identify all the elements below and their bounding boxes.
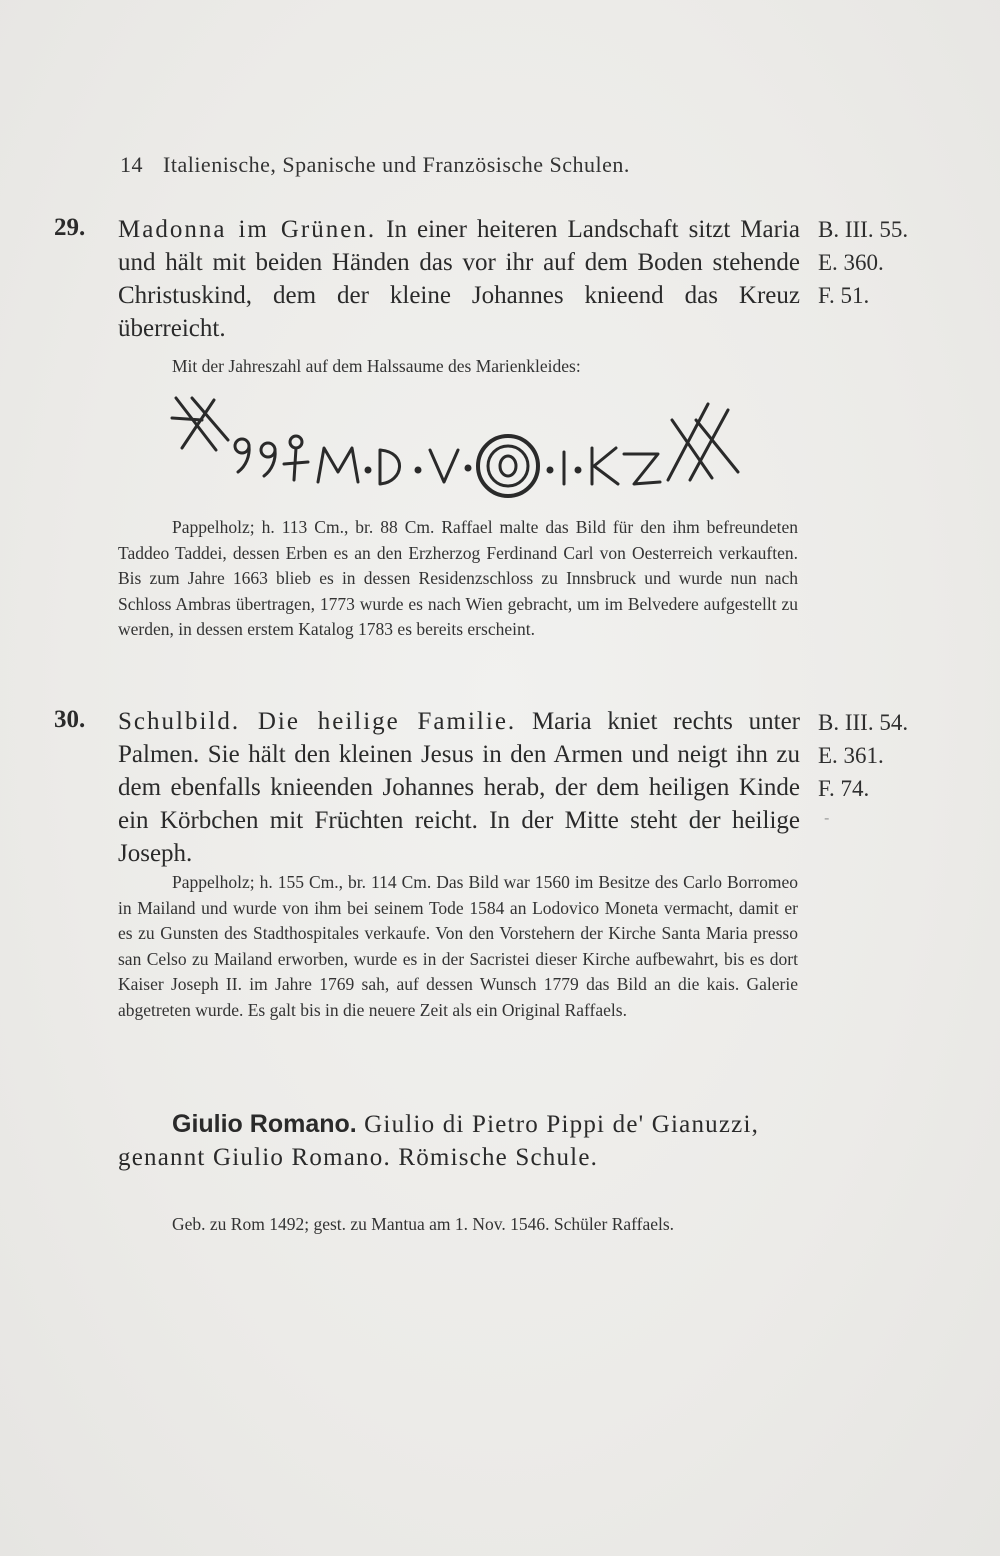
numeral-glyph bbox=[235, 439, 275, 476]
inscription-figure bbox=[168, 390, 768, 510]
entry-29-ref-b: B. III. 55. bbox=[818, 217, 909, 242]
entry-29-notes: Pappelholz; h. 113 Cm., br. 88 Cm. Raffael malte das Bild für den ihm befreundeten Taddeo Taddei, dessen Erben es an den Erzherzog Ferdinand Carl von Oesterreich verkauften. Bis zum Jahre 1663 blieb es in dessen Residenzschloss zu Innsbruck und wurde nun nach Schloss Ambras übertragen, 1773 wurde es nach Wien gebracht, um im Belvedere aufgestellt zu werden, in dessen erstem Katalog 1783 es bereits erscheint. bbox=[118, 517, 798, 639]
entry-30-number: 30. bbox=[54, 706, 86, 733]
entry-30-ref-b: B. III. 54. bbox=[818, 710, 909, 735]
entry-30-main bbox=[118, 705, 800, 870]
entry-30-ref-e: E. 361. bbox=[818, 743, 884, 768]
entry-29-ref-e: E. 360. bbox=[818, 250, 884, 275]
artist-full-name: Giulio di Pietro Pippi de' Gianuzzi, genannt Giulio Romano. Römische Schule. bbox=[118, 1111, 760, 1171]
entry-29-main bbox=[118, 213, 800, 345]
entry-30-title: Schulbild. Die heilige Familie. bbox=[118, 708, 517, 735]
entry-30-notes: Pappelholz; h. 155 Cm., br. 114 Cm. Das Bild war 1560 im Besitze des Carlo Borromeo in Mailand und wurde von ihm bei seinem Tode 1584 an Lodovico Moneta vermacht, damit er es zu Gunsten des Stadthospitales verkaufe. Von den Vorstehern der Kirche Santa Maria presso san Celso zu Mailand erworben, wurde es in der Sacristei dieser Kirche aufbewahrt, bis es dort Kaiser Joseph II. im Jahre 1769 sah, auf dessen Wunsch 1779 das Bild an die kais. Galerie abgetreten wurde. Es galt bis in die neuere Zeit als ein Original Raffaels. bbox=[118, 872, 798, 1020]
monogram-x-mark bbox=[172, 398, 228, 450]
inscription-drawing bbox=[168, 390, 768, 510]
inscription-intro: Mit der Jahreszahl auf dem Halssaume des Marienkleides: bbox=[172, 356, 581, 376]
letters-m-d-v bbox=[318, 448, 470, 484]
entry-29-ref-f: F. 51. bbox=[818, 283, 870, 308]
entry-29-title: Madonna im Grünen. bbox=[118, 216, 377, 243]
running-head bbox=[120, 152, 800, 178]
artist-bio: Geb. zu Rom 1492; gest. zu Mantua am 1. Nov. 1546. Schüler Raffaels. bbox=[172, 1214, 675, 1234]
entry-29-refs bbox=[818, 213, 908, 312]
entry-29-number: 29. bbox=[54, 214, 86, 241]
margin-dash-mark: - bbox=[824, 808, 830, 827]
artist-heading bbox=[118, 1108, 798, 1174]
entry-30-refs bbox=[818, 706, 908, 805]
entry-29-description: In einer heiteren Landschaft sitzt Maria und hält mit beiden Händen das vor ihr auf dem Boden stehende Christuskind, dem der kleine Johannes knieend das Kreuz überreicht. bbox=[118, 216, 800, 342]
running-head-title: Italienische, Spanische und Französische Schulen. bbox=[163, 152, 630, 177]
artist-name: Giulio Romano. bbox=[172, 1110, 357, 1138]
ring-symbol bbox=[478, 436, 538, 496]
entry-30-ref-f: F. 74. bbox=[818, 776, 870, 801]
letters-k-x bbox=[548, 404, 738, 484]
entry-30-description: Maria kniet rechts unter Palmen. Sie hält den kleinen Jesus in den Armen und neigt ihn zu dem ebenfalls knieenden Johannes herab, der dem heiligen Kinde ein Körbchen mit Früchten reicht. In der Mitte steht der heilige Joseph. bbox=[118, 708, 801, 867]
cross-mark bbox=[284, 436, 308, 480]
page-number: 14 bbox=[120, 152, 143, 177]
